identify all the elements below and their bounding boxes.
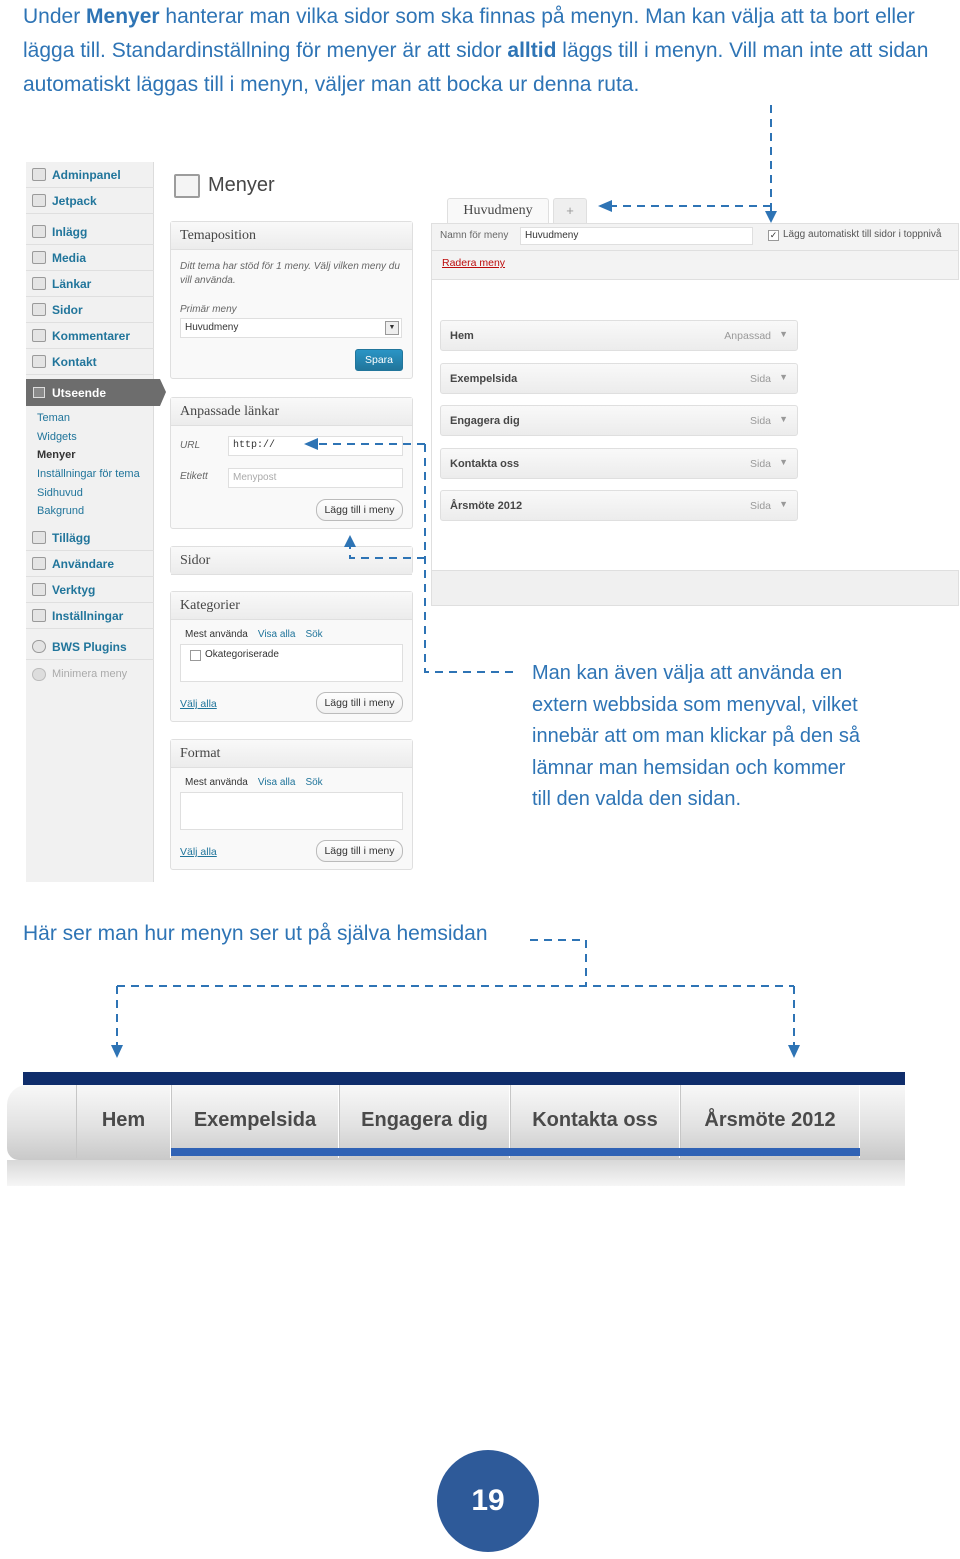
intro-text-2: hanterar man vilka sidor som ska finnas på menyn. Man kan välja att ta bort eller lägga till. Standardinställning för menyer är att sidor [23,5,915,62]
arrowhead-down-icon [788,1045,800,1058]
expand-arrow-icon[interactable]: ▼ [779,414,788,424]
sidebar-item-label: Kommentarer [52,328,131,343]
section-subtitle: Här ser man hur menyn ser ut på själva hemsidan [23,922,488,945]
annotation-line: Man kan även välja att använda en [532,662,843,684]
link-label-input[interactable]: Menypost [228,468,403,488]
tab-most-used[interactable]: Mest använda [185,629,248,640]
intro-text-1: Under [23,5,87,28]
submenu-item-widgets[interactable]: Widgets [37,431,77,443]
menu-item-type: Anpassad [724,330,771,342]
sidebar-item-label: Kontakt [52,354,97,369]
submenu-item-bakgrund[interactable]: Bakgrund [37,505,85,517]
tab-most-used[interactable]: Mest använda [185,777,248,788]
add-custom-link-button[interactable]: Lägg till i meny [316,499,403,521]
submenu-item-menyer[interactable]: Menyer [37,449,76,461]
intro-text-3: läggs till i menyn. Vill man inte att sidan automatiskt läggas till i menyn, väljer man att bocka ur denna ruta. [23,39,929,96]
delete-menu-link[interactable]: Radera meny [442,257,506,269]
intro-bold-menyer: Menyer [86,5,160,28]
sidebar-item-label: Minimera meny [52,668,128,680]
tab-huvudmeny[interactable]: Huvudmeny [447,198,549,224]
select-all-link[interactable]: Välj alla [180,698,217,710]
category-label: Okategoriserade [205,649,279,660]
tab-search[interactable]: Sök [305,777,323,788]
tab-show-all[interactable]: Visa alla [257,629,296,640]
arrowhead-down-icon [111,1045,123,1058]
sidebar-item-label: Sidor [52,302,83,317]
arrow-external-link [425,444,518,672]
intro-bold-alltid: alltid [507,39,557,62]
sidebar-item-label: Tillägg [52,530,91,545]
menu-item-type: Sida [749,415,771,427]
select-all-link[interactable]: Välj alla [180,846,217,858]
expand-arrow-icon[interactable]: ▼ [779,329,788,339]
box-title: Sidor [171,547,412,575]
sidebar-item-label: Verktyg [52,582,96,597]
select-value: Huvudmeny [185,322,239,333]
submenu-item-sidhuvud[interactable]: Sidhuvud [37,487,83,499]
nav-item-kontakta-oss[interactable]: Kontakta oss [510,1085,680,1158]
site-navigation-bar [7,1070,905,1186]
menu-item-name: Exempelsida [450,373,518,385]
sidebar-item-label: Media [52,250,87,265]
menu-item-type: Sida [749,500,771,512]
url-label: URL [180,440,201,451]
sidebar-item-label: Länkar [52,276,92,291]
save-button[interactable]: Spara [355,349,403,371]
auto-add-label: Lägg automatiskt till sidor i toppnivå [783,229,942,240]
expand-arrow-icon[interactable]: ▼ [779,499,788,509]
box-title: Temaposition [171,222,412,250]
menu-item-name: Årsmöte 2012 [450,500,523,512]
box-title: Format [171,740,412,768]
menu-name-label: Namn för meny [440,230,509,241]
expand-arrow-icon[interactable]: ▼ [779,372,788,382]
annotation-line: innebär att om man klickar på den så [532,725,860,747]
nav-top-strip [23,1072,905,1085]
add-category-button[interactable]: Lägg till i meny [316,692,403,714]
menu-item-name: Hem [450,330,474,342]
submenu-item-installningar-tema[interactable]: Inställningar för tema [37,468,140,480]
sidebar-item-label: Användare [52,556,115,571]
menu-item-type: Sida [749,373,771,385]
box-title: Anpassade länkar [171,398,412,426]
primary-menu-label: Primär meny [180,304,237,315]
page-title: Menyer [208,174,275,196]
menu-name-input[interactable]: Huvudmeny [520,227,753,245]
arrowhead-up-icon [344,535,356,547]
add-format-button[interactable]: Lägg till i meny [316,840,403,862]
annotation-line: lämnar man hemsidan och kommer [532,756,846,779]
arrow-to-pages [350,544,425,558]
theme-support-info: Ditt tema har stöd för 1 meny. Välj vilken meny du vill använda. [180,261,400,286]
nav-shadow [7,1160,905,1186]
nav-item-engagera-dig[interactable]: Engagera dig [339,1085,510,1158]
expand-arrow-icon[interactable]: ▼ [779,457,788,467]
submenu-item-teman[interactable]: Teman [37,412,71,424]
annotation-line: till den valda den sidan. [532,788,742,810]
arrowhead-left-icon [304,438,318,450]
annotation-text [532,658,860,816]
menu-item-name: Kontakta oss [450,458,520,470]
nav-active-indicator [171,1148,860,1156]
tab-search[interactable]: Sök [305,629,323,640]
sidebar-item-label: Adminpanel [52,167,121,182]
nav-item-exempelsida[interactable]: Exempelsida [171,1085,339,1158]
arrowhead-left-icon [598,200,612,212]
chevron-down-icon: ▼ [385,321,399,335]
page-number: 19 [437,1450,539,1552]
link-label-label: Etikett [180,471,208,482]
nav-item-arsmote-2012[interactable]: Årsmöte 2012 [680,1085,860,1158]
sidebar-item-label: Jetpack [52,193,97,208]
auto-add-checkbox[interactable]: ✓ [769,230,778,240]
sidebar-item-label: Inställningar [52,608,124,623]
arrowhead-down-icon [765,211,777,223]
menu-item-type: Sida [749,458,771,470]
sidebar-item-label: Inlägg [52,224,88,239]
nav-item-hem[interactable]: Hem [76,1085,171,1158]
arrow-subtitle-down [530,940,586,986]
url-input[interactable]: http:// [228,436,403,456]
sidebar-item-label: BWS Plugins [52,639,127,654]
sidebar-item-label: Utseende [52,385,107,400]
tab-show-all[interactable]: Visa alla [257,777,296,788]
annotation-line: extern webbsida som menyval, vilket [532,693,858,716]
menu-item-name: Engagera dig [450,415,520,427]
add-menu-tab[interactable]: + [553,198,587,224]
box-title: Kategorier [171,592,412,620]
